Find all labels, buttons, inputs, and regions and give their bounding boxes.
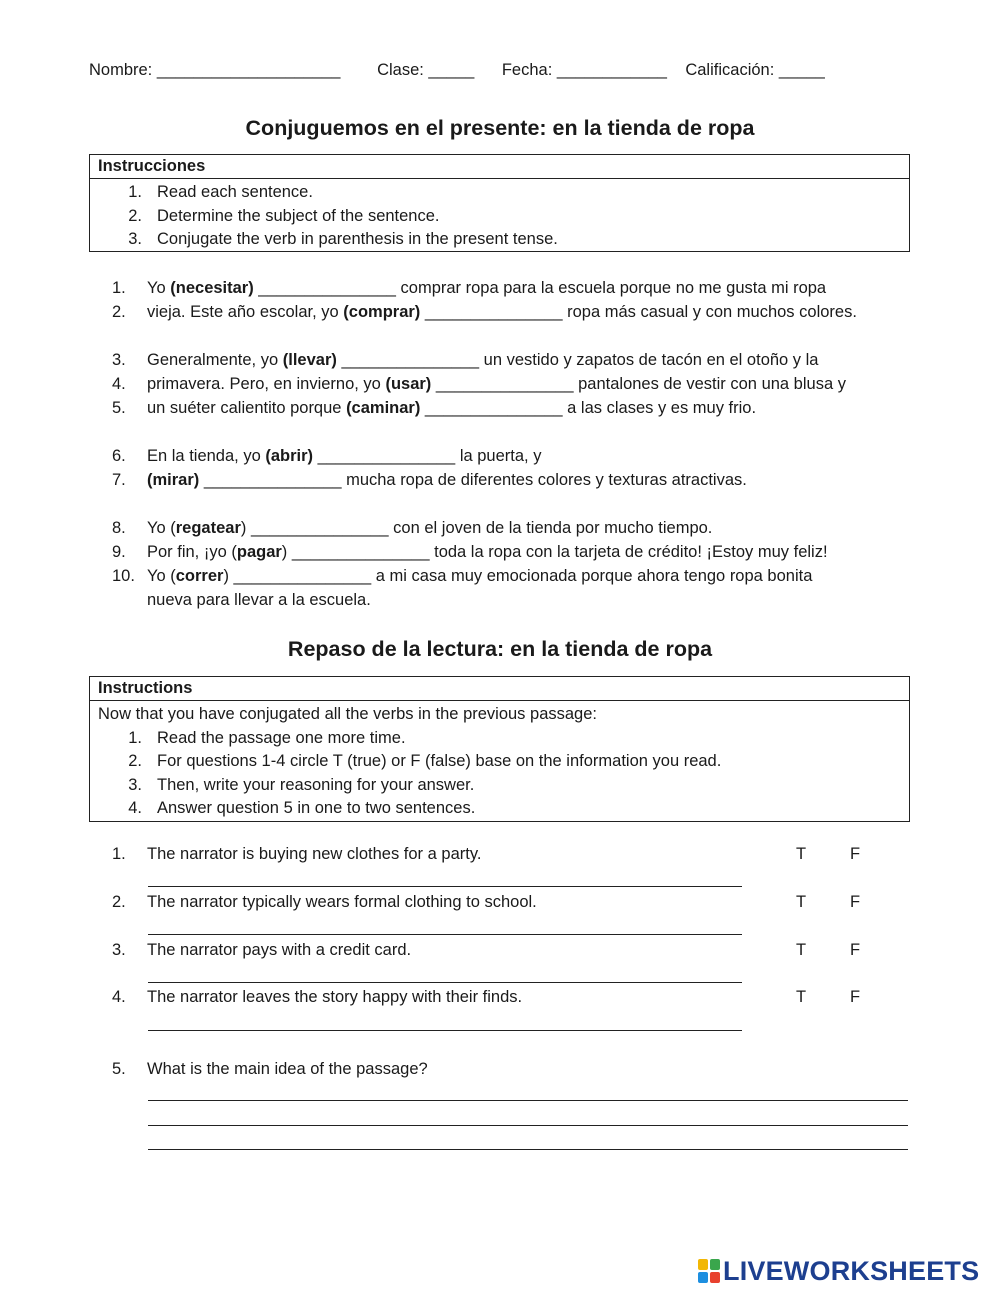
instruction-item: 3. Then, write your reasoning for your answer. bbox=[128, 775, 475, 794]
answer-blank[interactable]: _______________ mucha ropa de diferentes colores y texturas atractivas. bbox=[199, 471, 747, 489]
answer-blank[interactable]: _______________ a las clases y es muy frio. bbox=[420, 399, 757, 417]
question-item: 1. The narrator is buying new clothes for a party. bbox=[112, 845, 482, 863]
section2-instructions-box bbox=[89, 676, 910, 822]
answer-blank[interactable]: _______________ comprar ropa para la escuela porque no me gusta mi ropa bbox=[253, 279, 827, 297]
main-idea-answer-line[interactable] bbox=[148, 1125, 908, 1126]
answer-blank[interactable]: ) _______________ con el joven de la tienda por mucho tiempo. bbox=[240, 519, 713, 537]
section1-instructions-heading: Instrucciones bbox=[90, 155, 909, 179]
student-info-header bbox=[89, 61, 825, 80]
exercise-line: nueva para llevar a la escuela. bbox=[147, 591, 371, 609]
instruction-item: 2. For questions 1-4 circle T (true) or F (false) base on the information you read. bbox=[128, 752, 722, 770]
exercise-line: 2. vieja. Este año escolar, yo (comprar) _______________ ropa más casual y con muchos colores. bbox=[112, 303, 857, 321]
instruction-item: 2. Determine the subject of the sentence. bbox=[128, 206, 440, 225]
exercise-line: 1. Yo (necesitar) _______________ comprar ropa para la escuela porque no me gusta mi ropa bbox=[112, 279, 827, 297]
answer-blank[interactable]: _______________ la puerta, y bbox=[313, 447, 542, 465]
reasoning-answer-line[interactable] bbox=[148, 982, 742, 983]
exercise-line: 5. un suéter calientito porque (caminar) _______________ a las clases y es muy frio. bbox=[112, 399, 757, 417]
question-item: 4. The narrator leaves the story happy with their finds. bbox=[112, 988, 523, 1006]
instruction-intro: Now that you have conjugated all the verbs in the previous passage: bbox=[98, 705, 597, 723]
exercise-line: 3. Generalmente, yo (llevar) _______________ un vestido y zapatos de tacón en el otoño y la bbox=[112, 351, 819, 369]
instruction-item: 1. Read the passage one more time. bbox=[128, 728, 406, 747]
exercise-line: 7. (mirar) _______________ mucha ropa de diferentes colores y texturas atractivas. bbox=[112, 471, 747, 489]
reasoning-answer-line[interactable] bbox=[148, 934, 742, 935]
liveworksheets-logo-text: LIVEWORKSHEETS bbox=[723, 1255, 980, 1286]
reasoning-answer-line[interactable] bbox=[148, 1030, 742, 1031]
question-item: 2. The narrator typically wears formal clothing to school. bbox=[112, 893, 537, 911]
exercise-line: 8. Yo (regatear) _______________ con el joven de la tienda por mucho tiempo. bbox=[112, 519, 713, 537]
true-option[interactable]: T bbox=[796, 988, 807, 1006]
reasoning-answer-line[interactable] bbox=[148, 886, 742, 887]
answer-blank[interactable]: _______________ ropa más casual y con muchos colores. bbox=[420, 303, 857, 321]
fecha-field[interactable]: Fecha: ____________ bbox=[501, 61, 667, 79]
answer-blank[interactable]: _______________ un vestido y zapatos de tacón en el otoño y la bbox=[336, 351, 819, 369]
question-item: 3. The narrator pays with a credit card. bbox=[112, 941, 412, 959]
instruction-item: 1. Read each sentence. bbox=[128, 183, 313, 201]
exercise-line: 6. En la tienda, yo (abrir) _______________ la puerta, y bbox=[112, 447, 542, 465]
clase-field[interactable]: Clase: _____ bbox=[377, 61, 475, 79]
true-option[interactable]: T bbox=[796, 893, 807, 911]
answer-blank[interactable]: ) _______________ toda la ropa con la tarjeta de crédito! ¡Estoy muy feliz! bbox=[281, 543, 828, 561]
false-option[interactable]: F bbox=[850, 845, 861, 863]
main-idea-answer-line[interactable] bbox=[148, 1149, 908, 1150]
true-option[interactable]: T bbox=[796, 845, 807, 863]
false-option[interactable]: F bbox=[850, 988, 861, 1006]
exercise-line: 4. primavera. Pero, en invierno, yo (usar) _______________ pantalones de vestir con una blusa y bbox=[112, 375, 846, 393]
false-option[interactable]: F bbox=[850, 893, 861, 911]
liveworksheets-logo bbox=[698, 1256, 979, 1286]
instruction-item: 4. Answer question 5 in one to two sentences. bbox=[128, 799, 476, 817]
false-option[interactable]: F bbox=[850, 941, 861, 959]
answer-blank[interactable]: ) _______________ a mi casa muy emocionada porque ahora tengo ropa bonita bbox=[223, 567, 813, 585]
true-option[interactable]: T bbox=[796, 941, 807, 959]
nombre-field[interactable]: Nombre: ____________________ bbox=[89, 61, 341, 79]
question-item: 5. What is the main idea of the passage? bbox=[112, 1060, 428, 1078]
liveworksheets-logo-icon bbox=[698, 1259, 720, 1283]
section1-title: Conjuguemos en el presente: en la tienda de ropa bbox=[245, 116, 755, 140]
exercise-line: 9. Por fin, ¡yo (pagar) _______________ toda la ropa con la tarjeta de crédito! ¡Estoy muy feliz! bbox=[112, 543, 828, 561]
section1-instructions-box bbox=[89, 154, 910, 252]
section2-instructions-heading: Instructions bbox=[90, 677, 909, 701]
exercise-line: 10. Yo (correr) _______________ a mi casa muy emocionada porque ahora tengo ropa bonita bbox=[112, 567, 813, 585]
main-idea-answer-line[interactable] bbox=[148, 1100, 908, 1101]
instruction-item: 3. Conjugate the verb in parenthesis in the present tense. bbox=[128, 230, 558, 248]
answer-blank[interactable]: _______________ pantalones de vestir con una blusa y bbox=[431, 375, 846, 393]
calificacion-field[interactable]: Calificación: _____ bbox=[685, 61, 825, 79]
section2-title: Repaso de la lectura: en la tienda de ropa bbox=[287, 637, 713, 661]
